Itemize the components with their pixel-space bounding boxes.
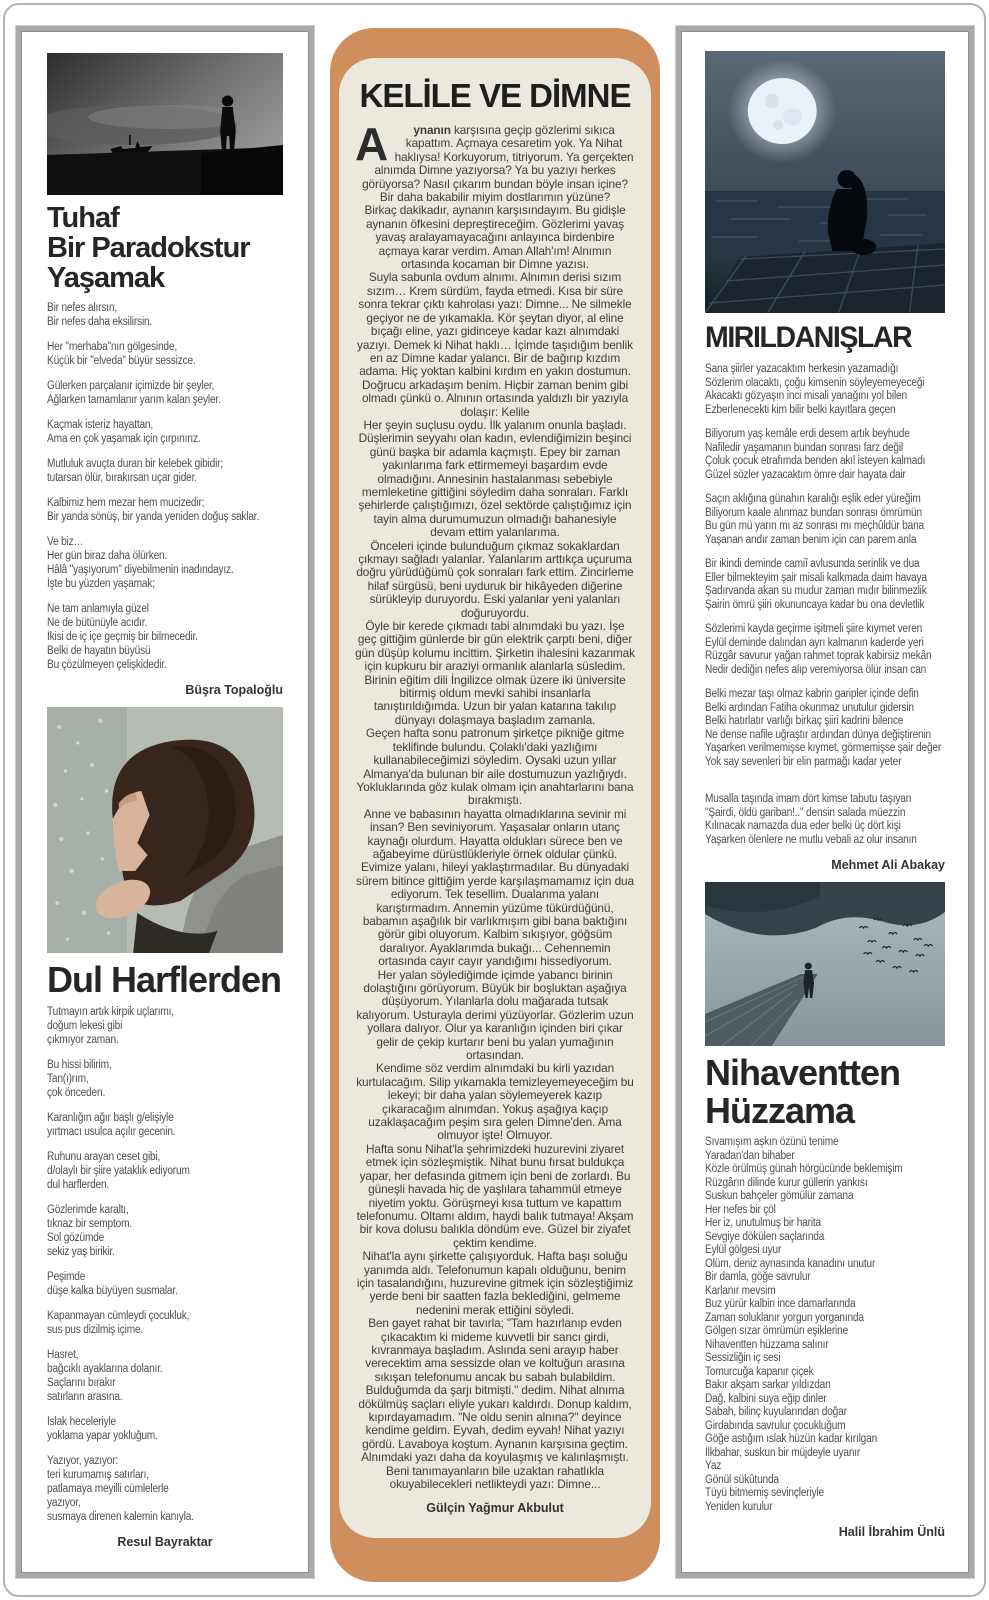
poem-line: Sessizliğin iç sesi	[705, 1352, 781, 1364]
poem-line: Yaşanan andır zaman benim için can parem anla	[705, 533, 917, 546]
poem-line: düşe kalka büyüyen susmalar.	[47, 1285, 178, 1297]
poem-line: Belki mezar taşı olmaz kabrin garipler içinde defin	[705, 688, 919, 700]
poem-line: Karlanır mevsim	[705, 1284, 776, 1297]
poem-line: Mutluluk avuçta duran bir kelebek gibidir;	[47, 458, 223, 470]
poem-line: patlamaya meyilli cümlelerle	[47, 1483, 169, 1495]
poem-line: dul harflerden.	[47, 1179, 110, 1191]
stanza	[47, 1454, 283, 1524]
story-body	[355, 118, 635, 1492]
poem-line: Küçük bir "elveda" büyür sessizce.	[47, 355, 196, 367]
stanza	[47, 1058, 283, 1100]
poem-line: Yeniden kurulur	[705, 1500, 773, 1513]
poem-line: Yaşarken verilmemişse kıymet, görmemişse şair değer	[705, 742, 942, 754]
story-paragraph: Suyla sabunla ovdum alnımı. Alnımın derisi sızım sızım… Krem sürdüm, fayda etmedi. Kısa bir süre sonra tekrar çıktı kahrolası yazı: Dimne... Ne silmekle geçiyor ne de yıkamakla. Kör şeytan diyor, al eline bıçağı eline, yazı gidinceye kadar kazı alnımdaki yazıyı. Demek ki Nihat haklı… İçimde taşıdığım benlik en az Dimne kadar yalancı. Bir de bağırıp kızdım adama. Hiç yoktan kalbini kırdım en yakın dostumun. Doğrucu arkadaşım benim. Hiçbir zaman benim gibi olmadı çünkü o. Alnının ortasında yaldızlı bir yazıyla dolaşır: Kelile	[357, 270, 633, 419]
poem-line: Sabah, bilinç kuyularından doğar	[705, 1406, 847, 1418]
stanza	[705, 793, 945, 847]
poem-line: İşte bu yüzden yaşamak;	[47, 578, 155, 590]
title-line: Bir Paradokstur	[47, 232, 250, 264]
stanza	[705, 1136, 945, 1514]
poem-line: Bu gün mü yarın mı az sonrası mı meçhûldür bana	[705, 520, 924, 532]
poem-line: satırların arasına.	[47, 1391, 123, 1403]
poem-line: Hâlâ "yaşıyorum" diyebilmenin inadındayız.	[47, 564, 234, 576]
poem-title-nihaventten	[705, 1054, 945, 1130]
poem-title-mirildanislar: MIRILDANIŞLAR	[705, 321, 912, 354]
poem-line: Sana şiirler yazacaktım herkesin yazamadığı	[705, 363, 899, 375]
story-paragraph: Ben gayet rahat bir tavırla; "Tam hazırlanıp evden çıkacaktım ki mideme kuvvetli bir sancı girdi, kıvranmaya başladım. Aslında seni arayıp haber verecektim ama sessizde olan ve koltuğun arasına sıkışan telefonumu ancak bu sabah bulabildim. Bulduğumda da şarjı bitmişti." dedim. Nihat alnıma dökülmüş saçları eliyle yukarı kaldırdı. Donup kaldım, kıpırdayamadım. "Ne oldu senin alnına?" deyince kendime geldim. Eyvah, dedim eyvah! Nihat yazıyı gördü. Lavaboya koştum. Aynanın karşısına geçtim. Alnımdaki yazı daha da koyulaşmış ve kalınlaşmıştı. Beni tanımayanların bile uzaktan rahatlıkla okuyabilecekleri netlikteydi yazı: Dimne...	[358, 1316, 632, 1492]
poem-line: susmaya direnen kalemin kanıyla.	[47, 1511, 194, 1523]
poem-line: "Şairdi, öldü gariban!.." densin salada müezzin	[705, 806, 906, 819]
story-paragraph: Kendime söz verdim alnımdaki bu kirli yazıdan kurtulacağım. Silip yıkamakla temizleyemeyeceğim bu lekeyi; bir daha yalan söylemeyerek kazıp çıkaracağım alnımdan. Yokuş aşağıya kaçıp uzaklaşacağım peşim sıra gelen Dimne'den. Ama olmuyor işte! Olmuyor.	[356, 1061, 634, 1143]
poem-line: Bir ikindi deminde camiî avlusunda serinlik ve dua	[705, 558, 920, 570]
poem-line: Bir yanda sönüş, bir yanda yeniden doğuş saklar.	[47, 511, 260, 523]
poem-line: Gönül sükûtunda	[705, 1473, 779, 1486]
poem-line: Bir damla, göğe savrulur	[705, 1271, 811, 1283]
stanza	[47, 1415, 283, 1443]
story-paragraph: Her yalan söylediğimde içimde yabancı birinin dolaştığını görüyorum. Büyük bir boşluktan aşağıya düşüyorum. Yılanlarla dolu mağarada tutsak kalıyorum. Usturayla derimi yüzüyorlar. Gözlerim uzun yollara dalıyor. Olur ya karanlığın içinden biri çıkar gelir de çekip kurtarır beni bu yalan yumağının ortasından.	[356, 967, 634, 1063]
poem-line: Nafiledir yaşamanın bundan sonrası farz değil	[705, 441, 903, 454]
poem-line: Çoluk çocuk etrafımda benden akıl isteyen kalmadı	[705, 455, 926, 467]
poem-line: bağcıklı ayaklarına dolanır.	[47, 1363, 163, 1375]
story-paragraph: Geçen hafta sonu patronum şirketçe pikniğe gitme teklifinde bulundu. Çolaklı'daki yazlığımı kullanabileceğimizi söyledim. Oysaki uzun yıllar Almanya'da bulunan bir aile dostumuzun yazlığıydı. Yokluklarında göz kulak olmam için anahtarlarını bana bırakmıştı.	[356, 726, 634, 808]
story-panel-inner	[339, 58, 651, 1538]
poem-line: Ne de bütünüyle acıdır.	[47, 617, 148, 629]
sea-silhouette-photo	[47, 53, 283, 195]
poem-line: d/olaylı bir şiire yataklık ediyorum	[47, 1165, 190, 1177]
poem-line: tutarsan ölür, bırakırsan uçar gider.	[47, 472, 197, 484]
story-paragraph: A ynanın karşısına geçip gözlerimi sıkıca kapattım. Açmaya cesaretim yok. Ya Nihat haklıysa! Korkuyorum, titriyorum. Ya gerçekten alnımda Dimne yazıyorsa? Ya bu yazıyı herkes görüyorsa? Nasıl çıkarım bundan böyle insan içine? Bir daha bakabilir miyim dostlarımın yüzüne?	[355, 118, 634, 205]
poem-line: Saçın aklığına günahın karalığı eşlik eder yüreğim	[705, 493, 921, 505]
poem-line: çıkmıyor zaman.	[47, 1034, 119, 1046]
poem-line: çok önceden.	[47, 1087, 106, 1099]
poem-line: tıknaz bir semptom.	[47, 1218, 132, 1230]
stanza	[47, 496, 283, 524]
poem-line: Zaman soluklanır yorgun yorganında	[705, 1311, 864, 1324]
stanza	[705, 558, 945, 612]
poem-line: doğum lekesi gibi	[47, 1020, 123, 1032]
title-line: Tuhaf	[47, 202, 119, 234]
story-paragraph: Öyle bir kerede çıkmadı tabi alnımdaki bu yazı. İşe geç gittiğim günlerde bir gün elektrik çarptı beni, diğer gün düşüp kolumu incittim. Şirketin ihalesini kazanmak için kupkuru bir araziyi ormanlık alanlarla süsledim. Birinin eğitim dili İngilizce olmak üzere iki üniversite bitirmiş oldum mevki sahibi insanlarla tanıştırıldığımda. Uzun bir yalan katarına takılıp dünyayı dolaşmaya başladım zamanla.	[355, 619, 635, 727]
poem-line: Ezberlenecekti kim bilir belki kayıtlara geçen	[705, 403, 896, 416]
moon-dock-photo	[705, 51, 945, 313]
stanza	[705, 363, 945, 417]
poem-line: sekiz yaş birikir.	[47, 1246, 115, 1258]
poem-line: Ağlarken tamamlanır yarım kalan şeyler.	[47, 394, 221, 406]
poem-line: Her "merhaba"nın gölgesinde,	[47, 341, 177, 353]
stanza	[47, 535, 283, 591]
poem-line: Islak heceleriyle	[47, 1416, 117, 1428]
poem-line: Her iz, unutulmuş bir harita	[705, 1217, 822, 1229]
poem-line: Kalbimiz hem mezar hem mucizedir;	[47, 497, 205, 509]
left-column-panel	[16, 26, 314, 1578]
poem-author-abakay: Mehmet Ali Abakay	[831, 858, 945, 872]
stanza	[705, 493, 945, 547]
stanza	[47, 301, 283, 329]
story-paragraph: Her şeyin suçlusu oydu. İlk yalanım onunla başladı. Düşlerimin seyyahı olan kadın, evlendiğimizin beşinci günü başka bir adamla kaçmıştı. Epey bir zaman yakınlarıma fark ettirmemeyi başardım evde olmadığını. Annesinin hastalanması sebebiyle memleketine gittiğini söyledim daha sonraları. Farklı şehirlerde çalıştığımızı, özel sektörde çalıştığımız için tayin alma durumumuzun olmadığı bahanesiyle devam ettim yalanlarıma.	[358, 417, 632, 540]
story-paragraph: Anne ve babasının hayatta olmadıklarına sevinir mi insan? Ben seviniyorum. Yaşasalar onların utanç kaynağı olurdum. Hayatta oldukları sürece ben ve ağabeyime dürüstlükleriyle örnek oldular çünkü. Evimize yalanı, hileyi yaklaştırmadılar. Bu dünyadaki sürem bitince gittiğim yerde karşılaşmamamız için dua ediyorum. Tek tesellim. Dualarıma yalanı karıştırmadım. Annemin yüzüme tükürdüğünü, babamın aşağılık bir varlıkmışım gibi bana baktığını görür gibi oluyorum. Kalbim sıkışıyor, göğsüm daralıyor. Ayaklarımda bukağı... Cehennemin ortasında cayır cayır yandığımı hissediyorum.	[356, 806, 634, 969]
poem-line: yırtmacı usulca açılır gecenin.	[47, 1126, 176, 1138]
poem-line: Akacaktı gözyaşın inci misali yanağını yol bilen	[705, 390, 907, 402]
poem-line: Bu hissi bilirim,	[47, 1059, 112, 1071]
poem-line: Kılınacak namazda dua eder belki üç dört kişi	[705, 820, 901, 832]
poem-line: Rüzgârın dilinde kurur güllerin yankısı	[705, 1176, 868, 1189]
poem-line: Yaradan'dan bihaber	[705, 1149, 795, 1162]
poem-line: Bu çözülmeyen çelişkidedir.	[47, 659, 167, 671]
story-author: Gülçin Yağmur Akbulut	[426, 1501, 564, 1516]
poem-line: Ne dense nafile uğraştır ardından dünya değiştirenin	[705, 728, 932, 741]
title-line: Hüzzama	[705, 1090, 855, 1131]
stanza	[705, 428, 945, 482]
poem-line: Girdabında savrulur çocukluğum	[705, 1419, 846, 1432]
poem-line: Yok say sevenleri bir elin parmağı kadar yeter	[705, 755, 902, 768]
poem-tuhaf	[47, 301, 283, 672]
poem-line: Sözlerimi kayda geçirme işitmeli şiire kıymet veren	[705, 623, 923, 635]
poem-line: Gölgen sızar ömrümün eşiklerine	[705, 1325, 849, 1337]
stanza	[47, 1111, 283, 1139]
poem-line: Nedir dediğin nefes alıp veremiyorsa ölür insan can	[705, 663, 927, 676]
poem-line: Bir nefes daha eksilirsin.	[47, 316, 153, 328]
poem-line: Musalla taşında imam dört kimse tabutu taşıyan	[705, 793, 912, 805]
poem-line: yoklama yapar yokluğum.	[47, 1430, 158, 1442]
stanza	[47, 340, 283, 368]
story-paragraph: Önceleri içinde bulunduğum çıkmaz sokaklardan çıkmayı sağladı yalanlar. Yalanlarım arttıkça uçuruma doğru yürüdüğümü çok sonraları fark ettim. Zincirleme hilaf sürgüsü, beni uyduruk bir hikâyeden diğerine sürükleyip duruyordu. Eski yalanlar yeni yalanları doğuruyordu.	[356, 538, 634, 620]
stanza	[47, 418, 283, 446]
poem-line: Göğe astığım ıslak hüzün kadar kırılgan	[705, 1433, 878, 1445]
poem-title-tuhaf	[47, 203, 283, 293]
poem-line: Şairin ömrü şiiri okununcaya kadar bu ona devletlik	[705, 598, 925, 611]
stanza	[47, 1150, 283, 1192]
poem-line: Saçlarını bırakır	[47, 1377, 116, 1389]
poem-line: Belki hatırlatır varlığı birkaç şiiri kadrini bilence	[705, 715, 904, 727]
right-column-panel	[676, 26, 974, 1578]
poem-line: Gözlerimde karaltı,	[47, 1204, 129, 1216]
poem-title-dul: Dul Harflerden	[47, 959, 282, 1000]
poem-line: Gülerken parçalanır içimizde bir şeyler,	[47, 380, 215, 392]
poem-line: Eylül gölgesi uyur	[705, 1244, 782, 1256]
poem-author-busra: Büşra Topaloğlu	[185, 683, 283, 697]
poem-line: Her nefes bir çöl	[705, 1203, 776, 1216]
poem-line: Sıvamışım aşkın özünü tenime	[705, 1136, 839, 1148]
poem-line: Bir nefes alırsın,	[47, 302, 117, 314]
drop-cap: A	[355, 118, 389, 170]
story-title: KELİLE VE DİMNE	[359, 77, 631, 114]
poem-line: Eylül deminde dalından ayrı kalmanın kaderde yeri	[705, 636, 924, 649]
poem-line: İkisi de iç içe geçmiş bir bilmecedir.	[47, 631, 198, 643]
poem-line: Kapanmayan cümleydi çocukluk,	[47, 1310, 190, 1322]
poem-line: Belki de hayatın büyüsü	[47, 645, 151, 657]
story-panel	[330, 28, 660, 1582]
stanza	[47, 602, 283, 672]
stanza	[705, 623, 945, 677]
poem-line: Karanlığın ağır başlı g/elişiyle	[47, 1112, 174, 1124]
pier-fog-photo	[705, 882, 945, 1046]
poem-line: Peşimde	[47, 1271, 86, 1283]
poem-line: yazıyor,	[47, 1497, 81, 1509]
poem-line: Rüzgâr savurur yağan rahmet toprak kabirsiz mekân	[705, 650, 932, 662]
poem-line: Hasret,	[47, 1349, 79, 1361]
story-paragraph: Nihat'la aynı şirkette çalışıyorduk. Hafta başı soluğu yanımda aldı. Telefonumun kapalı olduğunu, benim için tasalandığını, huzurevine gitmek için sözleştiğimiz yerde beni bir saatten fazla beklediğini, gelmeme nedenini merak ettiğini söyledi.	[356, 1249, 634, 1317]
poem-line: Suskun bahçeler gömülür zamana	[705, 1190, 854, 1202]
poem-nihaventten	[705, 1136, 945, 1514]
title-line: Nihaventten	[705, 1052, 901, 1093]
poem-line: Güzel sözler yazacaktım ömre dair hayata dair	[705, 468, 906, 481]
poem-line: İlkbahar, suskun bir müjdeyle uyanır	[705, 1446, 861, 1459]
poem-dul	[47, 1005, 283, 1524]
poem-line: Belki ardından Fatiha okunmaz unutulur gidersin	[705, 701, 914, 714]
story-paragraph: Hafta sonu Nihat'la şehrimizdeki huzurevini ziyaret etmek için sözleşmiştik. Nihat bunu fırsat buldukça yapar, her defasında gitmem için beni de zorlardı. Bu güneşli havada hiç de yaşlılara tahammül etmeye niyetim yoktu. Görüşmeyi kısa tuttum ve kapattım telefonumu. Oltamı aldım, haydi balık tutmaya! Akşam bir kova dolusu balıkla döndüm eve. Güzel bir ziyafet çektim kendime.	[356, 1141, 634, 1250]
poem-line: Her gün biraz daha ölürken.	[47, 550, 168, 562]
poem-line: Sevgiye dökülen saçlarında	[705, 1230, 825, 1243]
stanza	[47, 1005, 283, 1047]
poem-line: Ne tam anlamıyla güzel	[47, 603, 149, 615]
poem-line: Tan(ı)rım,	[47, 1073, 89, 1085]
title-line: Yaşamak	[47, 262, 165, 294]
poem-line: Sol gözümde	[47, 1232, 105, 1244]
poem-line: teri kurumamış satırları,	[47, 1469, 149, 1481]
poem-line: Tutmayın artık kirpik uçlarımı,	[47, 1006, 174, 1018]
poem-line: Eller bilmekteyim şair misali kalkmada daim havaya	[705, 571, 927, 584]
poem-line: Kaçmak isteriz hayattan,	[47, 419, 154, 431]
stanza	[47, 379, 283, 407]
stanza	[47, 1270, 283, 1298]
poem-line: Közle örülmüş günah hörgücünde beklemişim	[705, 1163, 903, 1175]
poem-author-unlu: Halil İbrahim Ünlü	[838, 1525, 945, 1539]
poem-line: Ruhunu arayan ceset gibi,	[47, 1151, 161, 1163]
poem-line: Biliyorum yaş kemâle erdi desem artık beyhude	[705, 428, 910, 440]
poem-line: Biliyorum kaale alınmaz bundan sonrası ömrümün	[705, 506, 922, 519]
poem-mirildanislar	[705, 363, 945, 847]
poem-line: Yaz	[705, 1460, 722, 1472]
stanza	[705, 688, 945, 769]
poem-line: Buz yürür kalbin ince damarlarında	[705, 1298, 856, 1310]
stanza	[47, 1309, 283, 1337]
story-paragraph: Birkaç dakikadır, aynanın karşısındayım. Bu gidişle aynanın öfkesini depreştireceğim. Gözlerimi yavaş yavaş aralayamayacağını anlayınca birdenbire açmaya karar verdim. Aman Allah'ım! Alnımın ortasında kocaman bir Dimne yazısı.	[364, 203, 626, 272]
poem-author-resul: Resul Bayraktar	[117, 1535, 213, 1549]
poem-line: Tüyü bitmemiş sevinçleriyle	[705, 1487, 824, 1499]
poem-line: Bakır akşam sarkar yıldızdan	[705, 1379, 831, 1391]
poem-line: Şadırvanda akan su mudur zaman mıdır bilinmezlik	[705, 585, 927, 597]
poem-line: Ve biz…	[47, 536, 84, 548]
woman-window-photo	[47, 707, 283, 953]
poem-line: Nihaventten hüzzama salınır	[705, 1338, 829, 1351]
poem-line: Tomurcuğa kapanır çiçek	[705, 1365, 814, 1378]
stanza	[47, 1348, 283, 1404]
poem-line: Sözlerim olacaktı, çoğu kimsenin söyleyemeyeceği	[705, 376, 925, 389]
poem-line: Dağ, kalbini suya eğip dinler	[705, 1392, 827, 1405]
drop-cap-word-rest: ynanın	[413, 123, 451, 137]
poem-line: sus pus dizilmiş içime.	[47, 1324, 144, 1336]
poem-line: Yaşarken ölenlere ne mutlu vebali az olur insanın	[705, 833, 917, 846]
stanza	[47, 457, 283, 485]
stanza	[47, 1203, 283, 1259]
poem-line: Ama en çok yaşamak için çırpınırız.	[47, 433, 201, 445]
poem-line: Ölüm, deniz aynasında kanadını unutur	[705, 1257, 876, 1270]
poem-line: Yazıyor, yazıyor:	[47, 1455, 119, 1467]
